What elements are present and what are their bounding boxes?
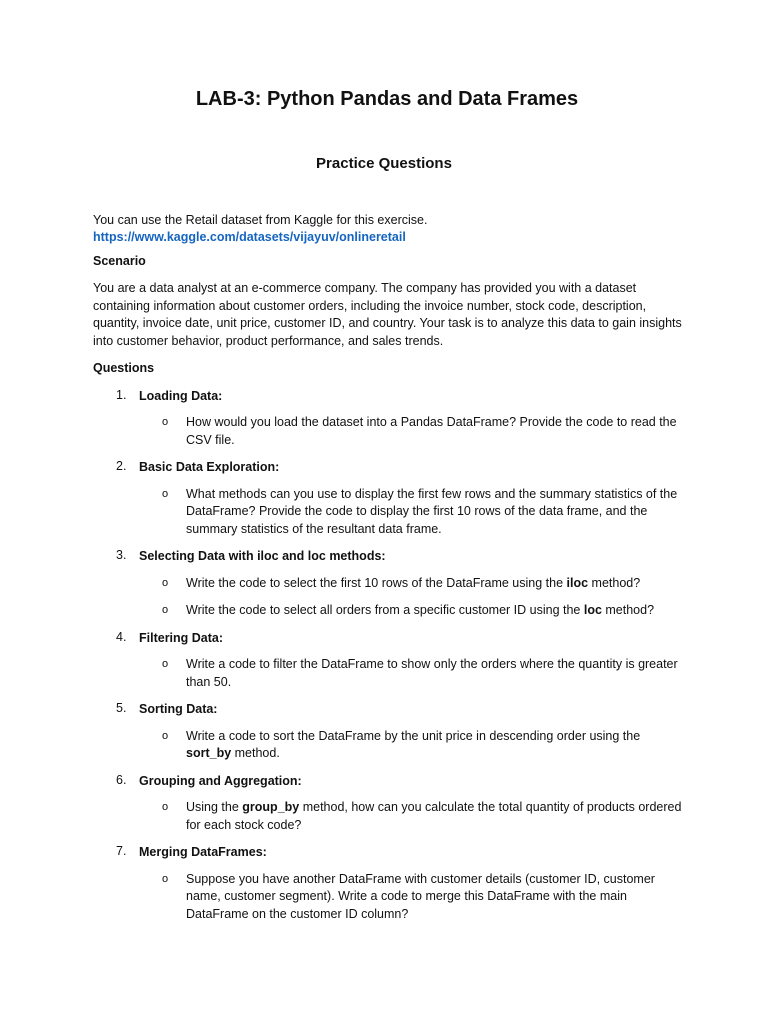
question-item: [93, 548, 683, 620]
question-number: 4.: [116, 629, 127, 644]
bullet-circle-icon: o: [162, 801, 169, 813]
bullet-circle-icon: o: [162, 604, 169, 616]
question-title: Grouping and Aggregation:: [139, 773, 302, 788]
question-title: Filtering Data:: [139, 630, 224, 645]
question-bullet: [139, 799, 683, 834]
question-bullet: [139, 414, 683, 449]
method-name: group_by: [242, 800, 300, 814]
question-bullets: [139, 486, 683, 539]
question-bullet: [139, 486, 683, 539]
method-name: sort_by: [186, 746, 232, 760]
question-item: [93, 388, 683, 450]
bullet-text: What methods can you use to display the first few rows and the summary statistics of the DataFrame? Provide the code to display the first 10 rows of the data frame, and the summary statistics of the resultant data frame.: [186, 486, 678, 536]
page-subtitle: Practice Questions: [316, 155, 452, 172]
bullet-circle-icon: o: [162, 872, 169, 885]
question-title: Selecting Data with iloc and loc methods:: [139, 549, 386, 563]
bullet-circle-icon: o: [162, 576, 169, 589]
question-bullets: [139, 414, 683, 449]
bullet-circle-icon: o: [162, 487, 169, 500]
question-item: [93, 459, 683, 538]
question-bullets: [139, 728, 683, 763]
question-number: 2.: [116, 459, 127, 473]
question-bullet: [139, 575, 683, 593]
question-bullet: [139, 602, 683, 620]
question-bullet: [139, 656, 683, 691]
bullet-circle-icon: o: [162, 416, 169, 428]
bullet-circle-icon: o: [162, 729, 169, 742]
method-name: loc: [583, 603, 602, 617]
question-bullet: [139, 871, 683, 924]
question-number: 6.: [116, 772, 127, 787]
question-bullets: [139, 871, 683, 924]
bullet-text: Using the: [186, 800, 243, 814]
question-title: Sorting Data:: [139, 702, 218, 716]
bullet-text: method, how can you calculate the total quantity of products ordered for each stock code?: [186, 800, 682, 832]
question-number: 1.: [116, 387, 127, 402]
scenario-text: You are a data analyst at an e-commerce company. The company has provided you with a dataset containing information about customer orders, including the invoice number, stock code, description, quantity, invoice date, unit price, customer ID, and country. Your task is to analyze this data to gain insights into customer behavior, product performance, and sales trends.: [93, 281, 682, 348]
question-item: [93, 701, 683, 763]
question-title: Loading Data:: [139, 388, 223, 403]
question-bullets: [139, 656, 683, 691]
page-title: LAB-3: Python Pandas and Data Frames: [195, 88, 579, 110]
question-item: [93, 630, 683, 692]
method-name: iloc: [566, 575, 589, 590]
bullet-text: Write the code to select all orders from a specific customer ID using the: [186, 603, 584, 617]
question-bullets: [139, 799, 683, 834]
question-number: 7.: [116, 844, 127, 858]
document-body: [93, 212, 683, 933]
question-number: 3.: [116, 548, 127, 562]
question-bullets: [139, 575, 683, 620]
bullet-text: method?: [588, 575, 641, 590]
bullet-text: method?: [601, 603, 655, 617]
bullet-text: method.: [231, 746, 280, 760]
question-item: [93, 844, 683, 923]
scenario-heading: Scenario: [93, 253, 146, 268]
question-title: Basic Data Exploration:: [139, 460, 280, 474]
bullet-circle-icon: o: [162, 658, 169, 670]
bullet-text: Write the code to select the first 10 rows of the DataFrame using the: [186, 575, 567, 590]
question-bullet: [139, 728, 683, 763]
questions-list: [93, 388, 683, 924]
question-item: [93, 773, 683, 835]
bullet-text: How would you load the dataset into a Pandas DataFrame? Provide the code to read the CSV file.: [186, 415, 677, 447]
question-title: Merging DataFrames:: [139, 845, 267, 859]
bullet-text: Suppose you have another DataFrame with customer details (customer ID, customer name, customer segment). Write a code to merge this DataFrame with the main DataFrame on the customer ID column?: [186, 871, 655, 921]
question-number: 5.: [116, 701, 127, 715]
bullet-text: Write a code to sort the DataFrame by the unit price in descending order using the: [186, 728, 641, 743]
intro-text: You can use the Retail dataset from Kaggle for this exercise.: [93, 213, 428, 227]
dataset-link[interactable]: https://www.kaggle.com/datasets/vijayuv/onlineretail: [93, 229, 406, 244]
bullet-text: Write a code to filter the DataFrame to show only the orders where the quantity is greater than 50.: [186, 657, 678, 689]
questions-heading: Questions: [93, 361, 155, 375]
